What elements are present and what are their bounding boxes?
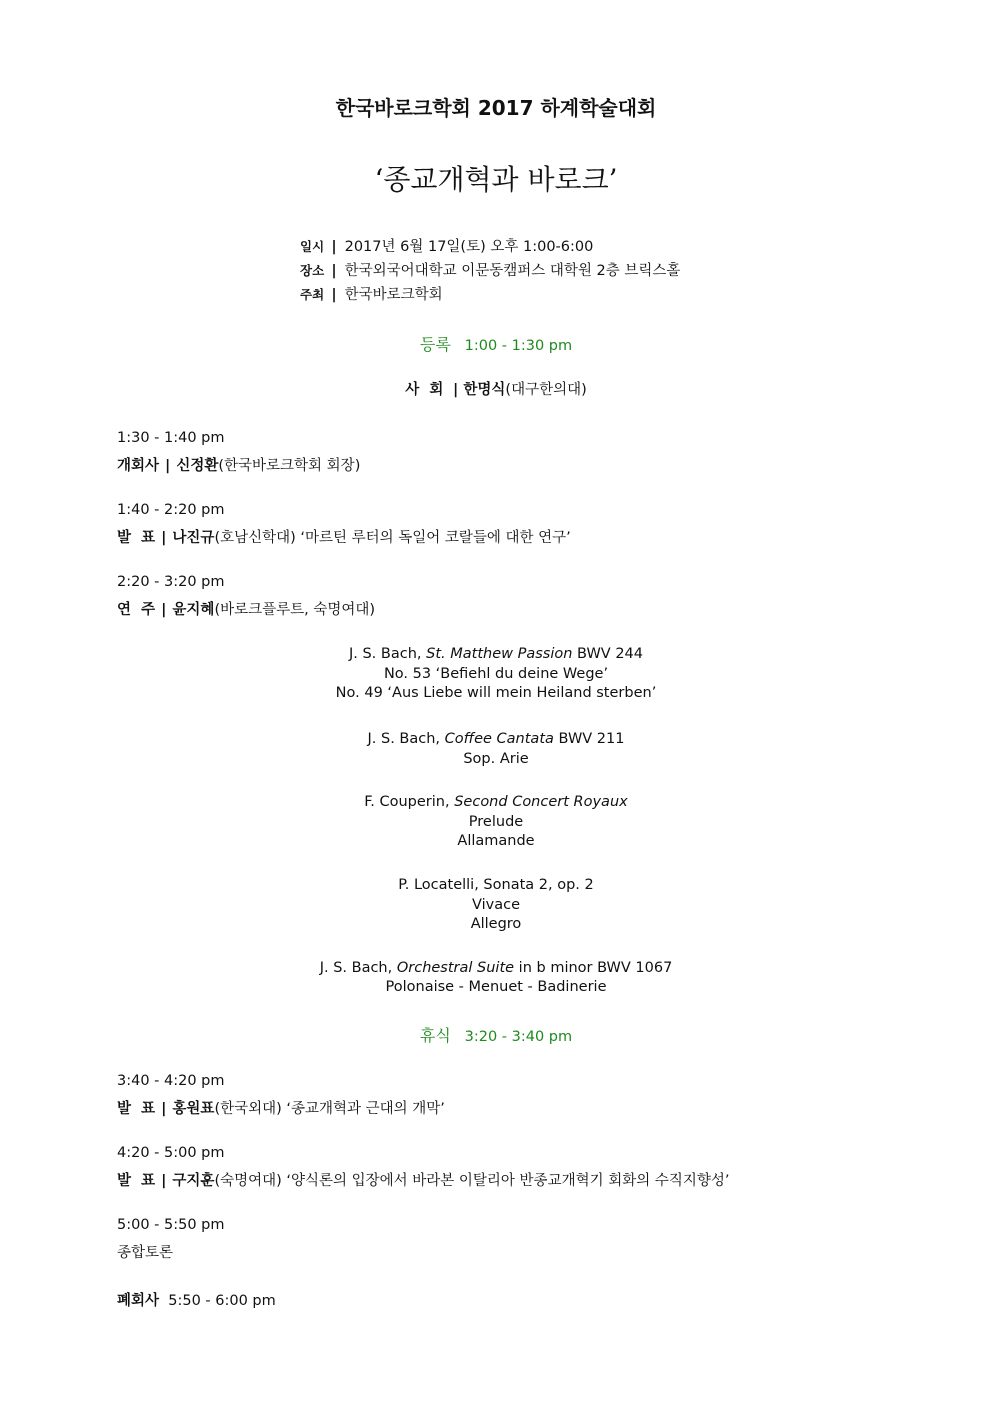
work-composer: J. S. Bach, (348, 646, 422, 662)
session-detail: (호남신학대) ‘마르틴 루터의 독일어 코랄들에 대한 연구’ (214, 530, 571, 546)
work-movement: Polonaise - Menuet - Badinerie (385, 979, 607, 995)
session-detail: (바로크플루트, 숙명여대) (214, 602, 376, 618)
session-name: 구지훈 (172, 1173, 215, 1189)
work-composer: F. Couperin, (364, 794, 450, 810)
work-movement: Allamande (457, 833, 535, 849)
session-detail: (숙명여대) ‘양식론의 입장에서 바라본 이탈리아 반종교개혁기 회화의 수직지향성’ (214, 1173, 730, 1189)
info-label: 일시 (300, 239, 325, 254)
session-time: 4:20 - 5:00 pm (117, 1145, 225, 1161)
info-venue: 장소 | 한국외국어대학교 이문동캠퍼스 대학원 2층 브릭스홀 (300, 263, 681, 279)
work-title: Second Concert Royaux (454, 794, 628, 810)
work-suffix: BWV 244 (577, 646, 644, 662)
page-title: 한국바로크학회 2017 하계학술대회 (335, 96, 657, 120)
session-role: 연 주 (117, 602, 156, 618)
work-heading (0, 731, 992, 747)
work-movement: No. 53 ‘Befiehl du deine Wege’ (383, 666, 609, 682)
work-movement: Vivace (472, 897, 520, 913)
work-movement: Allegro (470, 916, 522, 932)
moderator-name: 한명식 (463, 382, 506, 398)
info-label: 장소 (300, 263, 325, 278)
work-title: Orchestral Suite (396, 960, 515, 976)
session-detail: (한국바로크학회 회장) (218, 458, 361, 474)
break-time: 3:20 - 3:40 pm (464, 1029, 573, 1045)
session-name: 윤지혜 (172, 602, 215, 618)
closing-time: 5:50 - 6:00 pm (168, 1293, 276, 1309)
session-time: 2:20 - 3:20 pm (117, 574, 225, 590)
registration (0, 332, 992, 355)
session-time: 5:00 - 5:50 pm (117, 1217, 225, 1233)
break-label: 휴식 (419, 1026, 451, 1045)
info-value: 한국외국어대학교 이문동캠퍼스 대학원 2층 브릭스홀 (344, 263, 681, 279)
moderator-role: 사 회 (405, 382, 444, 398)
work-title: Coffee Cantata (444, 731, 554, 747)
session-role: 발 표 (117, 1101, 156, 1117)
work-movement: Sop. Arie (463, 751, 529, 767)
work-composer: J. S. Bach, (367, 731, 441, 747)
session-line: 발 표 | 구지훈(숙명여대) ‘양식론의 입장에서 바라본 이탈리아 반종교개혁기 회화의 수직지향성’ (117, 1173, 730, 1189)
info-value: 2017년 6월 17일(토) 오후 1:00-6:00 (344, 239, 594, 255)
closing (117, 1289, 276, 1310)
session-role: 종합토론 (117, 1245, 174, 1261)
session-role: 발 표 (117, 1173, 156, 1189)
work-movement: Prelude (468, 814, 524, 830)
work-suffix: in b minor BWV 1067 (518, 960, 673, 976)
session-line: 발 표 | 홍원표(한국외대) ‘종교개혁과 근대의 개막’ (117, 1101, 445, 1117)
info-date: 일시 | 2017년 6월 17일(토) 오후 1:00-6:00 (300, 239, 594, 255)
work-heading: P. Locatelli, Sonata 2, op. 2 (398, 877, 594, 893)
session-role: 발 표 (117, 530, 156, 546)
info-label: 주최 (300, 287, 325, 302)
registration-time: 1:00 - 1:30 pm (464, 338, 573, 354)
session-name: 신정환 (176, 458, 219, 474)
session-name: 홍원표 (172, 1101, 215, 1117)
registration-label: 등록 (419, 335, 451, 354)
closing-label: 폐회사 (117, 1293, 160, 1309)
info-host: 주최 | 한국바로크학회 (300, 287, 443, 303)
session-name: 나진규 (172, 530, 215, 546)
session-time: 1:40 - 2:20 pm (117, 502, 225, 518)
session-role: 개회사 (117, 458, 160, 474)
work-suffix: BWV 211 (558, 731, 625, 747)
work-heading (0, 646, 992, 662)
session-time: 1:30 - 1:40 pm (117, 430, 225, 446)
session-line: 연 주 | 윤지혜(바로크플루트, 숙명여대) (117, 602, 376, 618)
work-heading (0, 960, 992, 976)
work-heading (0, 794, 992, 810)
session-time: 3:40 - 4:20 pm (117, 1073, 225, 1089)
moderator-affil: (대구한의대) (505, 382, 587, 398)
session-detail: (한국외대) ‘종교개혁과 근대의 개막’ (214, 1101, 445, 1117)
break (0, 1023, 992, 1046)
page-subtitle: ‘종교개혁과 바로크’ (374, 163, 618, 196)
work-movement: No. 49 ‘Aus Liebe will mein Heiland sterben’ (335, 685, 657, 701)
session-line: 개회사 | 신정환(한국바로크학회 회장) (117, 458, 361, 474)
moderator: 사 회 | 한명식(대구한의대) (405, 382, 587, 398)
info-value: 한국바로크학회 (344, 287, 443, 303)
session-line: 발 표 | 나진규(호남신학대) ‘마르틴 루터의 독일어 코랄들에 대한 연구’ (117, 530, 571, 546)
work-title: St. Matthew Passion (426, 646, 573, 662)
work-composer: J. S. Bach, (319, 960, 393, 976)
